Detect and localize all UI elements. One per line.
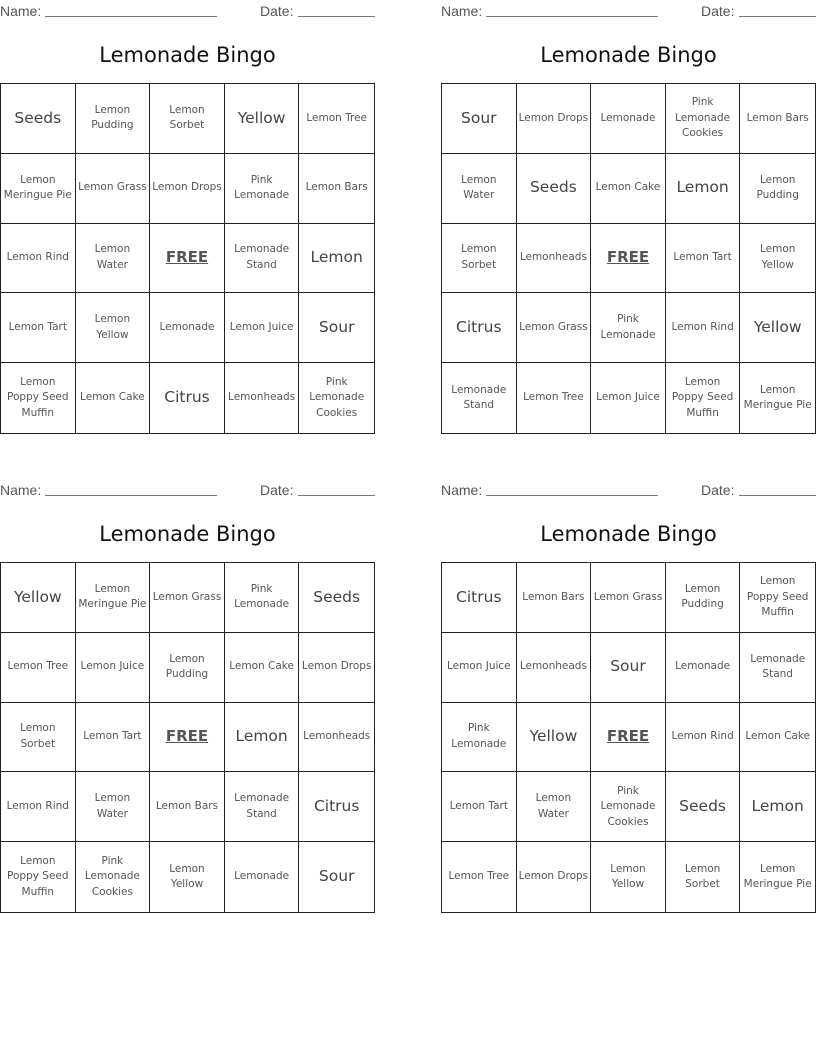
bingo-cell: Lemon Yellow bbox=[150, 842, 225, 912]
bingo-cell: Lemon Tree bbox=[442, 842, 517, 912]
name-label: Name: bbox=[0, 3, 42, 19]
card-title: Lemonade Bingo bbox=[99, 43, 276, 67]
card-title: Lemonade Bingo bbox=[99, 522, 276, 546]
bingo-grid bbox=[441, 562, 816, 913]
bingo-cell: Lemon Sorbet bbox=[150, 84, 225, 154]
bingo-cell: Seeds bbox=[299, 563, 374, 633]
bingo-cell: Lemon Tart bbox=[1, 293, 76, 363]
bingo-cell: Sour bbox=[318, 867, 355, 886]
bingo-cell: Lemonade Stand bbox=[225, 224, 300, 294]
bingo-cell: Lemon Water bbox=[76, 772, 151, 842]
bingo-cell: Lemon Meringue Pie bbox=[743, 383, 812, 412]
name-blank-line bbox=[45, 495, 217, 496]
bingo-cell: Lemonheads bbox=[225, 363, 300, 433]
bingo-cell: Yellow bbox=[517, 703, 592, 773]
bingo-cell: Lemon Grass bbox=[76, 154, 151, 224]
date-label: Date: bbox=[701, 3, 735, 19]
bingo-cell: Lemon Cake bbox=[740, 703, 815, 773]
date-label: Date: bbox=[260, 482, 294, 498]
bingo-cell: Lemon Tart bbox=[76, 703, 151, 773]
bingo-cell: Lemon Bars bbox=[150, 772, 225, 842]
bingo-cell: Lemon Tree bbox=[517, 363, 592, 433]
bingo-cell: Lemon Rind bbox=[1, 224, 76, 294]
date-blank-line bbox=[739, 495, 816, 496]
card-header bbox=[0, 481, 375, 499]
bingo-cell: Lemon bbox=[740, 772, 815, 842]
bingo-cell: Pink Lemonade Cookies bbox=[591, 772, 666, 842]
name-label: Name: bbox=[0, 482, 42, 498]
bingo-cell: Lemon Water bbox=[517, 772, 592, 842]
bingo-cell: Lemon Juice bbox=[76, 633, 151, 703]
bingo-cell: Sour bbox=[299, 293, 374, 363]
bingo-cell: Lemon Poppy Seed Muffin bbox=[666, 363, 741, 433]
bingo-cell: Seeds bbox=[666, 772, 741, 842]
bingo-cell: Lemon Drops bbox=[517, 842, 592, 912]
bingo-card-4 bbox=[441, 479, 816, 919]
bingo-cell: Seeds bbox=[517, 154, 592, 224]
bingo-cell: Pink Lemonade bbox=[225, 154, 300, 224]
bingo-cell: Lemon Meringue Pie bbox=[76, 563, 151, 633]
bingo-cell: Lemon Tree bbox=[1, 633, 76, 703]
bingo-card-2 bbox=[441, 0, 816, 440]
card-header bbox=[0, 2, 375, 20]
bingo-cell: Lemonheads bbox=[517, 224, 592, 294]
card-title: Lemonade Bingo bbox=[540, 43, 717, 67]
bingo-cell: Lemon Meringue Pie bbox=[1, 154, 76, 224]
bingo-cell: Lemon bbox=[299, 224, 374, 294]
date-label: Date: bbox=[701, 482, 735, 498]
bingo-cell: Lemonade bbox=[666, 633, 741, 703]
bingo-cell: Lemonade Stand bbox=[225, 772, 300, 842]
bingo-cell: Lemon Pudding bbox=[666, 563, 741, 633]
bingo-cell: Yellow bbox=[1, 563, 76, 633]
bingo-cell: Sour bbox=[442, 84, 517, 154]
name-blank-line bbox=[486, 495, 658, 496]
bingo-cell: Lemonade Stand bbox=[740, 633, 815, 703]
bingo-cell: Lemon Water bbox=[442, 154, 517, 224]
bingo-card-3 bbox=[0, 479, 375, 919]
bingo-cell: Lemon Drops bbox=[150, 154, 225, 224]
bingo-cell: Lemon Juice bbox=[225, 293, 300, 363]
bingo-cell: Lemon Bars bbox=[740, 84, 815, 154]
bingo-cell: Lemon Pudding bbox=[150, 633, 225, 703]
bingo-cell: Lemon Grass bbox=[591, 563, 666, 633]
bingo-cell: Citrus bbox=[442, 563, 517, 633]
free-space-cell: FREE bbox=[591, 703, 666, 773]
card-header bbox=[441, 481, 816, 499]
bingo-cell: Lemon Poppy Seed Muffin bbox=[1, 842, 76, 912]
name-label: Name: bbox=[441, 482, 483, 498]
bingo-cell: Lemon Sorbet bbox=[442, 224, 517, 294]
bingo-cell: Lemon Rind bbox=[666, 703, 741, 773]
bingo-cell: Lemon Cake bbox=[591, 154, 666, 224]
bingo-cell: Lemon Yellow bbox=[740, 224, 815, 294]
bingo-cell: Citrus bbox=[299, 772, 374, 842]
bingo-cell: Lemon Juice bbox=[591, 363, 666, 433]
name-label: Name: bbox=[441, 3, 483, 19]
bingo-cell: Lemon bbox=[225, 703, 300, 773]
bingo-cell: Sour bbox=[591, 633, 666, 703]
bingo-cell: Lemon Pudding bbox=[740, 154, 815, 224]
bingo-cell: Lemon Yellow bbox=[76, 293, 151, 363]
bingo-cell: Pink Lemonade bbox=[591, 293, 666, 363]
bingo-cell: Lemon Poppy Seed Muffin bbox=[740, 563, 815, 633]
bingo-cell: Lemon Cake bbox=[76, 363, 151, 433]
card-header bbox=[441, 2, 816, 20]
bingo-cell: Lemon Juice bbox=[442, 633, 517, 703]
date-blank-line bbox=[298, 495, 375, 496]
bingo-grid bbox=[0, 83, 375, 434]
bingo-cell: Lemon Bars bbox=[517, 563, 592, 633]
bingo-cell: Lemonade bbox=[225, 842, 300, 912]
bingo-cell: Lemon bbox=[666, 154, 741, 224]
bingo-cell: Lemon Sorbet bbox=[1, 703, 76, 773]
bingo-cell: Lemon Tart bbox=[666, 224, 741, 294]
bingo-cell: Lemon Tart bbox=[442, 772, 517, 842]
free-space-cell: FREE bbox=[150, 703, 225, 773]
bingo-cell: Pink Lemonade bbox=[442, 703, 517, 773]
bingo-cell: Lemon Water bbox=[76, 224, 151, 294]
date-blank-line bbox=[298, 16, 375, 17]
bingo-cell: Lemon Drops bbox=[299, 633, 374, 703]
date-label: Date: bbox=[260, 3, 294, 19]
date-blank-line bbox=[739, 16, 816, 17]
name-blank-line bbox=[486, 16, 658, 17]
bingo-grid bbox=[441, 83, 816, 434]
bingo-cell: Yellow bbox=[225, 84, 300, 154]
bingo-cell: Pink Lemonade Cookies bbox=[76, 842, 151, 912]
bingo-cell: Lemon Pudding bbox=[76, 84, 151, 154]
bingo-cell: Lemonade Stand bbox=[442, 363, 517, 433]
bingo-card-1 bbox=[0, 0, 375, 440]
bingo-cell: Yellow bbox=[740, 293, 815, 363]
bingo-cell: Lemon Bars bbox=[299, 154, 374, 224]
free-space-cell: FREE bbox=[150, 224, 225, 294]
bingo-cell: Citrus bbox=[150, 363, 225, 433]
bingo-cell: Lemon Grass bbox=[517, 293, 592, 363]
free-space-cell: FREE bbox=[591, 224, 666, 294]
bingo-cell: Lemon Cake bbox=[225, 633, 300, 703]
bingo-cell: Pink Lemonade Cookies bbox=[309, 375, 365, 419]
bingo-cell: Lemon Yellow bbox=[591, 842, 666, 912]
bingo-cell: Lemonade bbox=[150, 293, 225, 363]
bingo-cell: Lemon Meringue Pie bbox=[743, 862, 812, 891]
bingo-cell: Lemonheads bbox=[517, 633, 592, 703]
bingo-grid bbox=[0, 562, 375, 913]
bingo-cell: Citrus bbox=[442, 293, 517, 363]
bingo-cell: Lemon Rind bbox=[666, 293, 741, 363]
bingo-cell: Lemonade bbox=[591, 84, 666, 154]
bingo-cell: Lemon Tree bbox=[299, 84, 374, 154]
bingo-cell: Pink Lemonade Cookies bbox=[666, 84, 741, 154]
bingo-cell: Seeds bbox=[1, 84, 76, 154]
bingo-cell: Lemon Rind bbox=[1, 772, 76, 842]
bingo-cell: Lemon Sorbet bbox=[666, 842, 741, 912]
bingo-cell: Lemonheads bbox=[299, 703, 374, 773]
card-title: Lemonade Bingo bbox=[540, 522, 717, 546]
name-blank-line bbox=[45, 16, 217, 17]
bingo-cell: Pink Lemonade bbox=[225, 563, 300, 633]
bingo-cell: Lemon Drops bbox=[517, 84, 592, 154]
bingo-cell: Lemon Grass bbox=[150, 563, 225, 633]
bingo-cell: Lemon Poppy Seed Muffin bbox=[1, 363, 76, 433]
